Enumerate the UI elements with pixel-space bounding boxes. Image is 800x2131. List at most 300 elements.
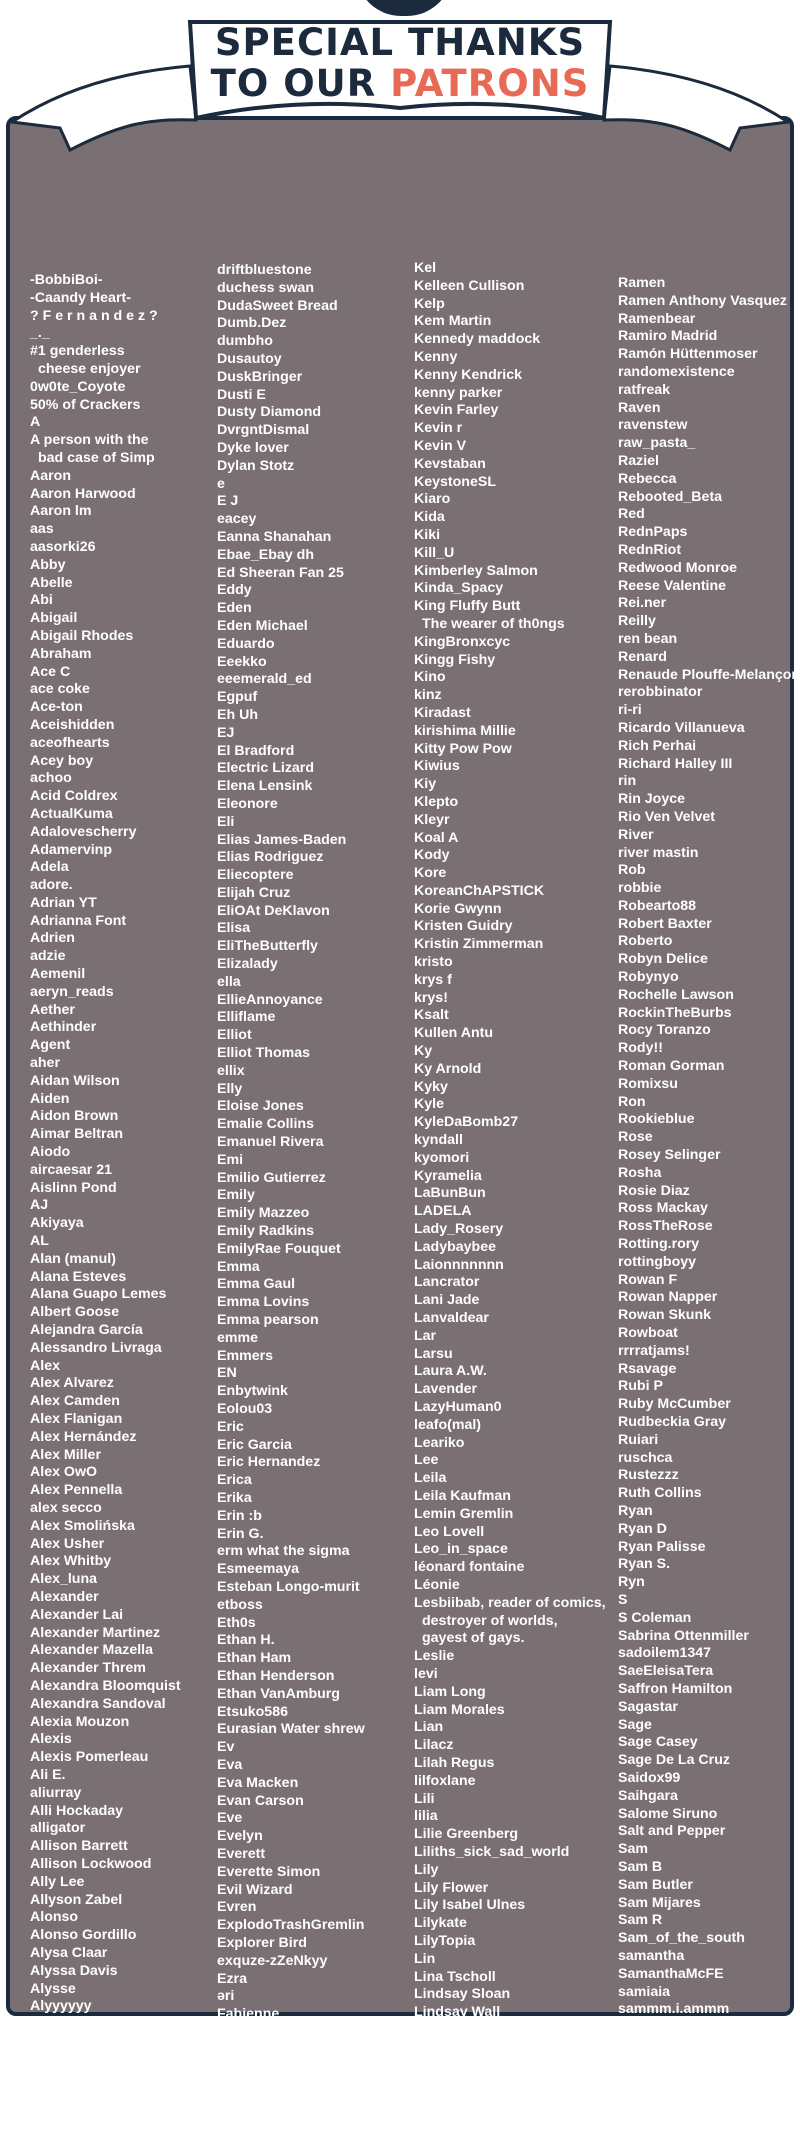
patron-name: LazyHuman0 [414, 1399, 502, 1415]
patron-name: bad case of Simp [38, 449, 155, 466]
patron-name: Ezra [217, 1970, 247, 1987]
patron-name: alex secco [30, 1499, 102, 1516]
patron-name: Alex Flanigan [30, 1411, 123, 1427]
patron-name: Liliths_sick_sad_world [414, 1843, 570, 1860]
patron-name: FAEN [217, 2023, 255, 2040]
patron-name: əri [217, 1988, 235, 2005]
patron-name: Renaude Plouffe-Melançon [618, 666, 800, 683]
patron-name: Abby [30, 556, 66, 573]
patron-name: Ramen Anthony Vasquez [618, 292, 787, 309]
patron-name: Dylan Stotz [217, 457, 295, 474]
patron-name: eeemerald_ed [217, 671, 312, 688]
patron-name: ? F e r n a n d e z ? [30, 307, 158, 324]
patron-name: RockinTheBurbs [618, 1004, 732, 1021]
patron-name: KyleDaBomb27 [414, 1114, 519, 1131]
patron-name: Kristin Zimmerman [414, 936, 544, 953]
patron-name: aasorki26 [30, 538, 96, 555]
patron-name: Evren [217, 1899, 257, 1916]
patron-name: EJ [217, 724, 235, 741]
patron-name: Sage [618, 1716, 652, 1733]
patron-name: Eva Macken [217, 1774, 299, 1791]
patron-name: EN [217, 1365, 237, 1382]
patron-name: AL [30, 1233, 49, 1250]
patron-name: Emily Mazzeo [217, 1205, 310, 1222]
patron-name: Rowboat [618, 1325, 678, 1342]
patron-name: Rowan F [618, 1271, 678, 1288]
patron-name: ExplodoTrashGremlin [217, 1917, 365, 1934]
patron-name: Eolou03 [217, 1401, 273, 1417]
patron-name: Ramen [618, 275, 666, 291]
patron-name: Ryn [618, 1574, 645, 1591]
patron-name: Emalie Collins [217, 1116, 314, 1133]
patron-name: Ryan [618, 1502, 653, 1519]
patron-name: Alex OwO [30, 1464, 98, 1481]
patron-name: Laura A.W. [414, 1363, 487, 1380]
patron-name: Emma Lovins [217, 1294, 310, 1311]
patron-name: Rin Joyce [618, 791, 686, 808]
patron-name: EmilyRae Fouquet [217, 1240, 341, 1257]
patron-name: Kelleen Cullison [414, 277, 525, 294]
patron-name: samiaia [618, 1983, 671, 2000]
patron-name: S [618, 1591, 628, 1608]
patron-name: Richard Halley III [618, 755, 733, 772]
patron-name: Ethan H. [217, 1632, 275, 1649]
patron-name: krys! [414, 989, 448, 1006]
patron-name: Eduardo [217, 635, 275, 652]
patron-name: exquze-zZeNkyy [217, 1952, 328, 1969]
patron-name: Robearto88 [618, 897, 697, 914]
patron-name: Eth0s [217, 1614, 256, 1631]
patron-name: rerobbinator [618, 684, 703, 701]
patron-name: Evil Wizard [217, 1881, 293, 1898]
patron-name: Alex [30, 1357, 60, 1374]
patron-name: Laionnnnnnn [414, 1256, 504, 1273]
patron-name: Elly [217, 1080, 243, 1097]
patron-name: gayest of gays. [422, 1630, 525, 1647]
patron-name: Ali E. [30, 1766, 66, 1783]
patron-name: driftbluestone [217, 262, 312, 278]
patron-name: Fabienne [217, 2006, 280, 2023]
patron-name: LindsLikes007 [414, 2021, 512, 2038]
patron-name: Alexander Threm [30, 1660, 146, 1677]
patron-name: Elias James-Baden [217, 831, 347, 848]
patron-name: Rsavage [618, 1360, 677, 1377]
patron-name: Erin G. [217, 1525, 264, 1542]
patron-name: Eleonore [217, 795, 278, 812]
patron-name: Ryan D [618, 1520, 667, 1537]
patron-name: Ed Sheeran Fan 25 [217, 564, 344, 581]
patron-name: Roberto [618, 933, 673, 950]
patron-name: Sam Butler [618, 1876, 693, 1893]
patron-name: EliOAt DeKlavon [217, 902, 330, 919]
patron-name: lilia [414, 1808, 438, 1825]
patron-name: Everett [217, 1845, 266, 1862]
patron-name: Ramiro Madrid [618, 328, 718, 345]
patron-name: Alana Esteves [30, 1268, 127, 1285]
patron-name: Elizalady [217, 956, 278, 973]
patron-name: Rebecca [618, 470, 677, 487]
patron-name: Dusti E [217, 386, 266, 403]
patron-name: Aether [30, 1001, 75, 1018]
patron-name: Kevstaban [414, 455, 486, 472]
patron-name: Kiy [414, 776, 437, 793]
title-accent-word: PATRONS [390, 62, 590, 105]
patron-name: Alexander Mazella [30, 1642, 154, 1659]
patron-name: Elias Rodriguez [217, 849, 324, 866]
patron-name: Kyramelia [414, 1167, 482, 1184]
patron-name: Rob [618, 862, 646, 879]
patron-name: Salome Siruno [618, 1805, 718, 1822]
patron-name: Kevin r [414, 420, 463, 437]
patron-name: rrrratjams! [618, 1342, 690, 1359]
patron-name: Lani Jade [414, 1292, 480, 1309]
patron-name: Ricardo Villanueva [618, 719, 745, 736]
patron-name: raw_pasta_ [618, 435, 696, 452]
title-line-2-prefix: TO OUR [210, 62, 391, 105]
patron-name: Leila Kaufman [414, 1487, 511, 1504]
patron-name: ratfreak [618, 381, 671, 398]
patron-name: Faith [217, 2059, 251, 2076]
patron-name: Aimar Beltran [30, 1126, 124, 1143]
patron-name: Sam B [618, 1858, 663, 1875]
patron-name: Alonso [30, 1909, 79, 1926]
patron-name: Ky Arnold [414, 1060, 482, 1077]
patron-name: Esmeemaya [217, 1561, 300, 1578]
patron-name: Alex Hernández [30, 1428, 137, 1445]
patron-name: Kelp [414, 295, 445, 312]
patron-name: Aemenil [30, 966, 86, 983]
patron-name: Ross Mackay [618, 1200, 708, 1217]
patron-name: Rustezzz [618, 1467, 679, 1484]
patron-name: Robyn Delice [618, 951, 708, 968]
patron-name: Aaron [30, 467, 71, 484]
patron-name: Eanna Shanahan [217, 528, 332, 545]
patron-name: ace coke [30, 681, 90, 698]
patron-name: Lilie Greenberg [414, 1826, 519, 1843]
patron-name: Aiden [30, 1090, 70, 1107]
patron-name: Kyle [414, 1096, 444, 1113]
patron-name: #1 genderless [30, 343, 125, 360]
patron-name: Kingg Fishy [414, 651, 496, 668]
patron-name: Eric Garcia [217, 1436, 292, 1453]
title-line-1: SPECIAL THANKS [214, 21, 586, 64]
patron-name: 50% of Crackers [30, 396, 141, 413]
patron-name: Kore [414, 865, 447, 882]
patron-name: dumbho [217, 333, 273, 350]
patron-name: Lemin Gremlin [414, 1505, 514, 1522]
patron-name: Sam R [618, 1912, 663, 1929]
patron-name: Alli Hockaday [30, 1802, 124, 1819]
patron-name: Amelie Poulin [30, 2105, 124, 2122]
patron-name: Abi [30, 592, 53, 609]
patron-name: Aaron lm [30, 503, 92, 520]
patron-name: Lady_Rosery [414, 1221, 504, 1238]
patron-name: Rei.ner [618, 595, 667, 612]
patron-name: Kitty Pow Pow [414, 740, 512, 757]
patron-name: Amanda Ellis [30, 2016, 120, 2033]
patron-name: RednRiot [618, 541, 682, 558]
patron-name: Ethan VanAmburg [217, 1685, 340, 1702]
patron-name: Elena Lensink [217, 778, 313, 795]
patron-name: Ambryia [30, 2087, 87, 2104]
patron-name: destroyer of worlds, [422, 1612, 558, 1629]
patron-name: Ryan S. [618, 1556, 671, 1573]
patron-name: Albert Goose [30, 1304, 120, 1321]
patron-name: Eddy [217, 582, 252, 599]
patron-name: Romixsu [618, 1075, 678, 1092]
patron-name: leafo(mal) [414, 1416, 482, 1433]
patron-name: achoo [30, 770, 72, 787]
patron-name: Alexia Mouzon [30, 1713, 130, 1730]
patron-name: Amara [30, 2033, 75, 2050]
patron-name: lilfoxlane [414, 1772, 476, 1789]
patron-name: Ethan Henderson [217, 1667, 335, 1684]
patron-name: Rubi P [618, 1378, 663, 1395]
patron-name: Rowan Napper [618, 1289, 718, 1306]
patron-name: Klepto [414, 793, 459, 810]
patron-name: Dusautoy [217, 350, 282, 367]
patron-name: Kristen Guidry [414, 918, 513, 935]
patron-name: Alex Whitby [30, 1553, 112, 1570]
patron-name: Emily [217, 1187, 255, 1204]
patron-name: Acey boy [30, 752, 94, 769]
patron-column-2 [217, 262, 365, 2131]
patron-name: Eliecoptere [217, 867, 294, 884]
patron-name: Robynyo [618, 969, 679, 986]
patron-name: aircaesar 21 [30, 1161, 113, 1178]
patron-name: Larsu [414, 1345, 453, 1362]
patron-name: Eden [217, 600, 252, 617]
patron-name: Adamervinp [30, 841, 112, 858]
patron-name: Aceishidden [30, 716, 115, 733]
patron-name: Alana Guapo Lemes [30, 1286, 167, 1303]
patron-name: adore. [30, 877, 73, 894]
patron-name: Ramón Hüttenmoser [618, 346, 758, 363]
patron-name: Emanuel Rivera [217, 1134, 324, 1151]
patron-name: Ksalt [414, 1007, 449, 1024]
patron-name: Ambar [30, 2069, 75, 2086]
patron-name: Rose [618, 1129, 653, 1146]
patron-name: DuskBringer [217, 368, 303, 385]
patron-name: Kleyr [414, 811, 450, 828]
patron-name: Lesbiibab, reader of comics, [414, 1594, 606, 1611]
patron-name: _._ [30, 325, 50, 342]
patron-name: Esteban Longo-murit [217, 1578, 360, 1595]
patron-name: Ruiari [618, 1431, 659, 1448]
patron-name: Aidon Brown [30, 1108, 119, 1125]
patron-name: Link [414, 2075, 444, 2092]
patron-name: adzie [30, 948, 66, 965]
patron-name: Alan (manul) [30, 1250, 116, 1267]
patron-name: aher [30, 1055, 60, 1072]
patron-name: Lin [414, 1950, 436, 1967]
patron-name: kinz [414, 687, 442, 704]
patron-name: Korie Gwynn [414, 900, 502, 917]
patron-name: Eve [217, 1810, 243, 1827]
patron-name: River [618, 826, 654, 843]
patron-name: Eden Michael [217, 617, 308, 634]
patron-name: Leslie [414, 1648, 455, 1665]
patron-name: Rowan Skunk [618, 1307, 712, 1324]
patron-name: Kida [414, 509, 445, 526]
patron-name: Eva [217, 1756, 243, 1773]
patron-name: Alysse [30, 1980, 76, 1997]
patron-name: Eeekko [217, 653, 267, 670]
patron-name: Sabrina Ottenmiller [618, 1627, 749, 1644]
patron-name: Kinda_Spacy [414, 580, 504, 597]
title-line-2 [190, 63, 610, 104]
patron-name: aeryn_reads [30, 983, 114, 1000]
patron-name: Littledising [414, 2110, 490, 2127]
patron-name: Kody [414, 847, 450, 864]
patron-name: ravenstew [618, 417, 688, 434]
patron-name: Alonso Gordillo [30, 1927, 137, 1944]
patron-name: Kennedy maddock [414, 331, 541, 348]
patron-name: Eh Uh [217, 706, 258, 723]
patron-name: Lily Isabel Ulnes [414, 1897, 526, 1914]
patron-name: Eloise Jones [217, 1098, 304, 1115]
patrons-panel [6, 116, 800, 2129]
patron-name: Emilio Gutierrez [217, 1169, 326, 1186]
patron-name: Elisa [217, 920, 251, 937]
patron-name: emme [217, 1329, 259, 1346]
patron-name: Adela [30, 859, 69, 876]
patron-name: RednPaps [618, 524, 688, 541]
patron-name: Sam [618, 1841, 648, 1858]
patron-name: Sanja Trinki [618, 2090, 698, 2107]
patron-name: kyndall [414, 1132, 463, 1149]
patron-name: Salt and Pepper [618, 1823, 726, 1840]
patron-name: Aiodo [30, 1144, 71, 1161]
patron-name: Emi [217, 1151, 244, 1168]
patron-name: Liseth Godinez [414, 2093, 516, 2110]
patron-name: Alyyyyyy [30, 1998, 92, 2015]
patron-name: aliurray [30, 1784, 82, 1801]
patron-name: Rio Ven Velvet [618, 808, 715, 825]
patron-name: LADELA [414, 1203, 472, 1220]
patron-name: Adalovescherry [30, 823, 137, 840]
patron-name: Amaterasu0 [30, 2051, 112, 2068]
patron-name: Kullen Antu [414, 1025, 494, 1042]
patron-name: FairyFeetBrat [217, 2041, 309, 2058]
patron-name: KingBronxcyc [414, 633, 511, 650]
patron-name: Rebooted_Beta [618, 488, 723, 505]
patron-name: Raziel [618, 452, 660, 469]
patron-name: Explorer Bird [217, 1934, 307, 1951]
patron-name: Sage Casey [618, 1734, 698, 1751]
patron-name: Ky [414, 1043, 433, 1060]
patron-name: aas [30, 521, 54, 538]
patron-name: Kevin Farley [414, 402, 499, 419]
patron-name: ella [217, 973, 241, 990]
patron-name: Kyky [414, 1078, 448, 1095]
patron-name: Ron [618, 1093, 646, 1110]
patron-name: A person with the [30, 432, 149, 449]
patron-name: Roman Gorman [618, 1058, 725, 1075]
patron-name: SaeEleisaTera [618, 1663, 714, 1680]
patron-name: Abraham [30, 645, 92, 662]
patron-name: Emmers [217, 1347, 273, 1364]
patron-name: Lee [414, 1452, 439, 1469]
patron-name: Lian [414, 1719, 444, 1736]
patron-name: Acid Coldrex [30, 788, 118, 805]
patron-name: Lilah Regus [414, 1754, 495, 1771]
patron-name: Reese Valentine [618, 577, 727, 594]
patron-name: Ruth Collins [618, 1485, 702, 1502]
patron-name: Sage De La Cruz [618, 1752, 730, 1769]
patron-name: Ruby McCumber [618, 1396, 731, 1413]
patron-name: Reilly [618, 613, 656, 630]
patron-name: Alysa Claar [30, 1944, 108, 1961]
patron-name: Linermaster0v0 [414, 2057, 519, 2074]
patron-name: Agent [30, 1037, 71, 1054]
patron-name: Eurasian Water shrew [217, 1721, 365, 1738]
patron-name: 0w0te_Coyote [30, 378, 126, 395]
patron-name: Redwood Monroe [618, 559, 738, 576]
patron-name: Erica [217, 1472, 252, 1489]
patron-name: Lina Tscholl [414, 1968, 496, 1985]
patron-name: Kenny [414, 348, 458, 365]
patron-name: Electric Lizard [217, 760, 314, 777]
patron-name: S Coleman [618, 1609, 692, 1626]
patron-column-4 [618, 275, 800, 2126]
patron-name: RossTheRose [618, 1218, 713, 1235]
patron-name: cheese enjoyer [38, 360, 141, 377]
patron-name: Kel [414, 260, 437, 276]
patron-name: Rotting.rory [618, 1236, 700, 1253]
patron-name: Leila [414, 1470, 447, 1487]
patron-name: river mastin [618, 844, 699, 861]
patron-name: Red [618, 506, 645, 523]
patron-name: Rich Perhai [618, 737, 697, 754]
patron-name: Enbytwink [217, 1383, 288, 1400]
patron-name: Aaron Harwood [30, 485, 136, 502]
patron-name: Lanvaldear [414, 1310, 489, 1327]
patron-name: Léonie [414, 1576, 460, 1593]
patron-name: Ev [217, 1739, 235, 1756]
patron-name: Ebae_Ebay dh [217, 546, 314, 563]
patron-name: kristo [414, 954, 453, 971]
patron-name: Leo_in_space [414, 1541, 508, 1558]
patron-name: Alexandra Bloomquist [30, 1677, 181, 1694]
patron-name: Erin :b [217, 1507, 262, 1524]
patron-name: Samson Biely [618, 2054, 712, 2071]
patron-name: Rosey Selinger [618, 1147, 721, 1164]
patron-name: Saffron Hamilton [618, 1680, 733, 1697]
patron-name: Rody!! [618, 1040, 663, 1057]
patron-name: Emma Gaul [217, 1276, 296, 1293]
patron-name: Alex Usher [30, 1535, 105, 1552]
patron-name: kirishima Millie [414, 722, 516, 739]
patron-name: Elliot [217, 1027, 252, 1044]
patron-name: King Fluffy Butt [414, 598, 521, 615]
page-title [190, 22, 610, 104]
patron-name: Lindsay Wall [414, 2004, 501, 2021]
patron-name: Sam_of_the_south [618, 1930, 745, 1947]
patron-name: FateIV [217, 2095, 260, 2112]
patron-name: Kiwius [414, 758, 460, 775]
patron-name: AJ [30, 1197, 49, 1214]
patron-name: Lili [414, 1790, 435, 1807]
patron-name: duchess swan [217, 279, 314, 296]
patron-name: Rosie Diaz [618, 1182, 690, 1199]
patron-name: santi [618, 2108, 652, 2125]
patron-name: Ryan Palisse [618, 1538, 706, 1555]
patron-name: Saihgara [618, 1787, 678, 1804]
patron-name: samantha [618, 1947, 685, 1964]
patron-name: Ace C [30, 663, 71, 680]
patron-name: Adrianna Font [30, 912, 127, 929]
